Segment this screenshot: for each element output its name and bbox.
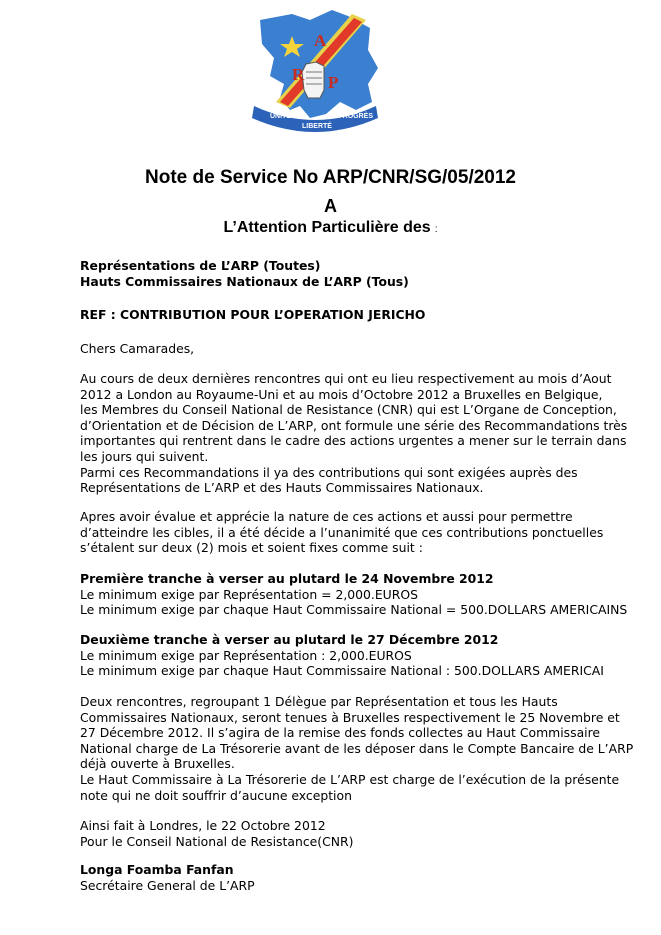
paragraph-line: National charge de La Trésorerie avant de les déposer dans le Compte Bancaire de L’ARP — [80, 740, 634, 756]
recipients-block — [80, 258, 600, 289]
attention-line — [0, 219, 661, 237]
tranche-heading: Première tranche à verser au plutard le 24 Novembre 2012 — [80, 571, 494, 586]
logo-letter-a: A — [314, 31, 327, 50]
arp-emblem — [240, 6, 390, 134]
paragraph-3 — [80, 694, 634, 803]
logo-letter-p: P — [328, 73, 339, 92]
tranche-heading: Deuxième tranche à verser au plutard le 27 Décembre 2012 — [80, 632, 499, 647]
recipient-line: Hauts Commissaires Nationaux de L’ARP (Tous) — [80, 273, 409, 289]
paragraph-line: s’étalent sur deux (2) mois et soient fixes comme suit : — [80, 540, 423, 556]
paragraph-line: les jours qui suivent. — [80, 448, 209, 464]
closing-line: Pour le Conseil National de Resistance(CNR) — [80, 833, 354, 849]
fist-icon — [302, 62, 324, 98]
paragraph-line: importantes qui rentrent dans le cadre des actions urgentes a mener sur le terrain dans — [80, 433, 627, 449]
tranche-line: Le minimum exige par chaque Haut Commissaire National : 500.DOLLARS AMERICAI — [80, 663, 604, 679]
paragraph-line: Deux rencontres, regroupant 1 Délègue par Représentation et tous les Hauts — [80, 694, 558, 709]
paragraph-line: note qui ne doit souffrir d’aucune exception — [80, 787, 352, 803]
tranche-1 — [80, 571, 628, 618]
greeting-text: Chers Camarades, — [80, 341, 195, 356]
greeting — [80, 341, 600, 357]
paragraph-line: Le Haut Commissaire à La Trésorerie de L’ARP est charge de l’exécution de la présente — [80, 771, 620, 787]
paragraph-2 — [80, 509, 604, 556]
logo-letter-r: R — [292, 65, 305, 84]
paragraph-line: déjà ouverte à Bruxelles. — [80, 756, 235, 772]
closing-line: Ainsi fait à Londres, le 22 Octobre 2012 — [80, 818, 326, 833]
closing-block — [80, 818, 600, 849]
signatory-name: Longa Foamba Fanfan — [80, 862, 234, 877]
paragraph-1 — [80, 371, 628, 496]
tranche-line: Le minimum exige par Représentation : 2,000.EUROS — [80, 647, 412, 663]
attention-text: L’Attention Particulière des — [223, 219, 431, 236]
paragraph-line: 27 Décembre 2012. Il s’agira de la remise des fonds collectes au Haut Commissaire — [80, 725, 601, 741]
tranche-line: Le minimum exige par Représentation = 2,000.EUROS — [80, 586, 418, 602]
signatory-role: Secrétaire General de L’ARP — [80, 877, 255, 893]
paragraph-line: Commissaires Nationaux, seront tenues à Bruxelles respectivement le 25 Novembre et — [80, 709, 620, 725]
attention-colon: : — [434, 224, 438, 235]
paragraph-line: Apres avoir évalue et apprécie la nature de ces actions et aussi pour permettre — [80, 509, 573, 524]
paragraph-line: Parmi ces Recommandations il ya des contributions qui sont exigées auprès des — [80, 464, 578, 480]
recipient-line: Représentations de L’ARP (Toutes) — [80, 258, 321, 273]
tranche-line: Le minimum exige par chaque Haut Commissaire National = 500.DOLLARS AMERICAINS — [80, 602, 628, 618]
motto-unite: UNITÉ — [270, 113, 291, 120]
paragraph-line: les Membres du Conseil National de Resistance (CNR) qui est L’Organe de Conception, — [80, 402, 617, 418]
title-a: A — [324, 196, 337, 216]
note-title: Note de Service No ARP/CNR/SG/05/2012 — [145, 167, 516, 188]
paragraph-line: d’atteindre les cibles, il a été décide a l’unanimité que ces contributions ponctuelles — [80, 524, 604, 540]
arp-logo — [240, 6, 390, 134]
paragraph-line: 2012 a London au Royaume-Uni et au mois d’Octobre 2012 a Bruxelles en Belgique, — [80, 386, 603, 402]
paragraph-line: Représentations de L’ARP et des Hauts Commissaires Nationaux. — [80, 480, 484, 496]
motto-liberte: LIBERTÉ — [302, 123, 332, 130]
paragraph-line: d’Orientation et de Décision de L’ARP, ont formule une série des Recommandations très — [80, 417, 628, 433]
reference-line — [80, 307, 600, 323]
signature-block — [80, 862, 600, 893]
paragraph-line: Au cours de deux dernières rencontres qui ont eu lieu respectivement au mois d’Aout — [80, 371, 612, 386]
motto-progres: PROGRÈS — [338, 113, 374, 120]
ref-text: REF : CONTRIBUTION POUR L’OPERATION JERICHO — [80, 307, 426, 322]
tranche-2 — [80, 632, 604, 679]
